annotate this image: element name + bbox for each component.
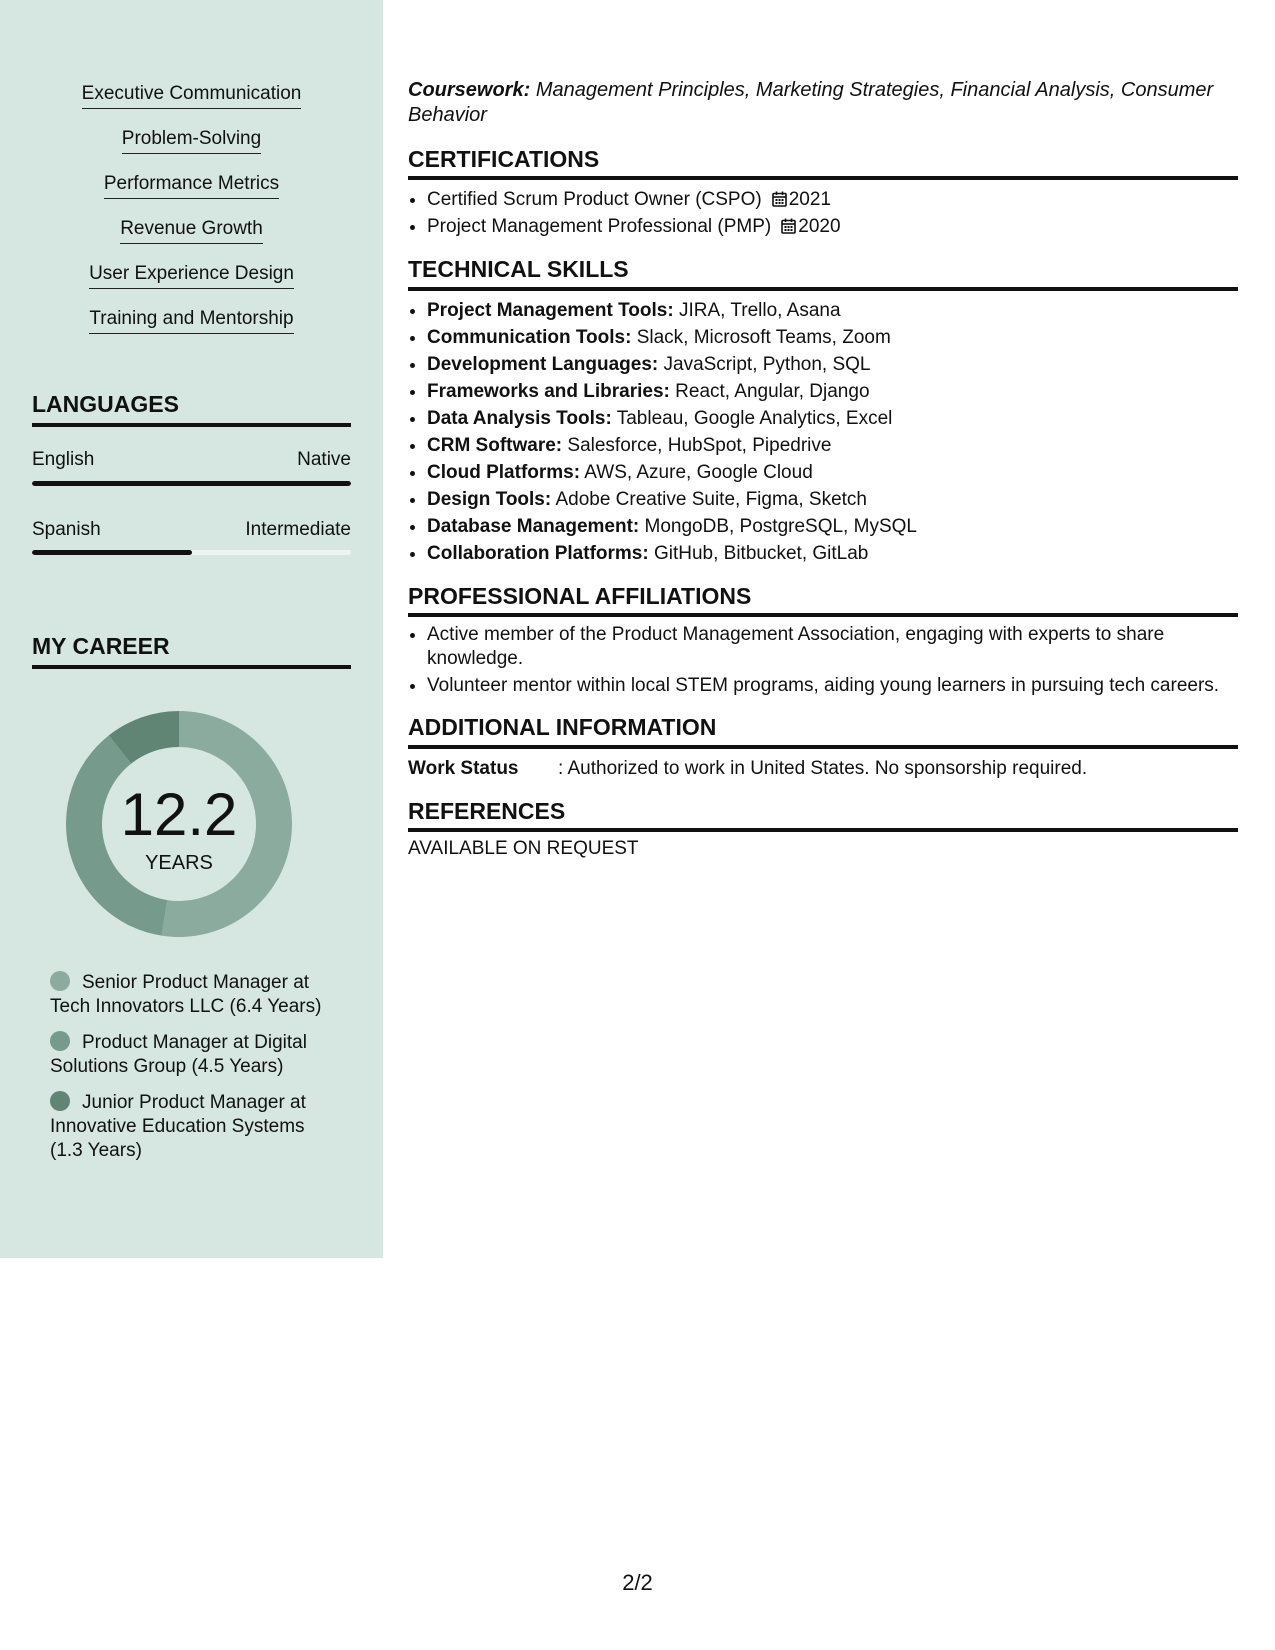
technical-skill-item <box>427 297 1238 324</box>
skill-values: React, Angular, Django <box>675 380 870 402</box>
skill-label: User Experience Design <box>89 264 294 289</box>
skill-values: JIRA, Trello, Asana <box>678 299 841 321</box>
sidebar <box>0 0 383 1258</box>
skill-category: Design Tools: <box>427 488 552 510</box>
language-bar-fill <box>32 550 192 555</box>
coursework <box>408 78 1238 128</box>
career-legend-label: Junior Product Manager at Innovative Education Systems (1.3 Years) <box>50 1092 306 1161</box>
technical-skill-item <box>427 378 1238 405</box>
skill-values: Slack, Microsoft Teams, Zoom <box>636 326 891 348</box>
certification-name: Project Management Professional (PMP) <box>427 216 772 238</box>
language-name: English <box>32 449 95 470</box>
page-number: 2/2 <box>622 1570 653 1595</box>
skill-category: Development Languages: <box>427 353 659 375</box>
skill-label: Revenue Growth <box>120 219 263 244</box>
legend-dot <box>50 1091 70 1111</box>
career-legend-item <box>50 971 340 1019</box>
language-level: Native <box>297 449 351 470</box>
skill-category: Frameworks and Libraries: <box>427 380 670 402</box>
skill-values: GitHub, Bitbucket, GitLab <box>653 542 869 564</box>
technical-skill-item <box>427 486 1238 513</box>
language-name: Spanish <box>32 519 101 540</box>
work-status-row <box>408 755 1238 782</box>
certifications-heading: CERTIFICATIONS <box>408 146 1238 180</box>
career-legend-item <box>50 1091 340 1163</box>
references-text: AVAILABLE ON REQUEST <box>408 838 639 860</box>
certification-year: 2020 <box>798 216 841 238</box>
coursework-text: Management Principles, Marketing Strategies, Financial Analysis, Consumer Behavior <box>408 79 1214 126</box>
skill-values: Adobe Creative Suite, Figma, Sketch <box>555 488 867 510</box>
skill-item <box>0 264 383 309</box>
language-bar-english <box>32 481 351 486</box>
skill-category: Collaboration Platforms: <box>427 542 649 564</box>
career-heading: MY CAREER <box>32 633 351 669</box>
skill-label: Problem-Solving <box>122 129 261 154</box>
skill-category: CRM Software: <box>427 434 563 456</box>
technical-skill-item <box>427 540 1238 567</box>
skill-label: Performance Metrics <box>104 174 279 199</box>
technical-skill-item <box>427 351 1238 378</box>
legend-dot <box>50 1031 70 1051</box>
certification-item <box>427 213 1238 240</box>
affiliation-item: • Active member of the Product Management Association, engaging with experts to share knowledge. <box>427 623 1238 671</box>
skill-category: Project Management Tools: <box>427 299 674 321</box>
skills-list <box>0 84 383 354</box>
references-heading: REFERENCES <box>408 798 1238 832</box>
career-legend-item <box>50 1031 340 1079</box>
language-bar-fill <box>32 481 351 486</box>
skill-category: Communication Tools: <box>427 326 632 348</box>
technical-skills-heading: TECHNICAL SKILLS <box>408 256 1238 290</box>
languages-heading: LANGUAGES <box>32 391 351 427</box>
skill-item <box>0 219 383 264</box>
technical-skills-list <box>408 297 1238 567</box>
skill-item <box>0 174 383 219</box>
affiliation-item: • Volunteer mentor within local STEM programs, aiding young learners in pursuing tech careers. <box>427 674 1238 698</box>
skill-label: Training and Mentorship <box>89 309 293 334</box>
career-legend-label: Product Manager at Digital Solutions Group (4.5 Years) <box>50 1032 307 1077</box>
skill-item <box>0 84 383 129</box>
additional-info-heading: ADDITIONAL INFORMATION <box>408 714 1238 748</box>
career-years-unit: YEARS <box>145 852 213 874</box>
language-row-english <box>32 449 351 471</box>
language-bar-spanish <box>32 550 351 555</box>
work-status-label: Work Status <box>408 757 519 779</box>
language-row-spanish <box>32 519 351 541</box>
skill-category: Cloud Platforms: <box>427 461 581 483</box>
main-content <box>408 78 1238 860</box>
skill-values: AWS, Azure, Google Cloud <box>584 461 813 483</box>
career-legend-label: Senior Product Manager at Tech Innovators LLC (6.4 Years) <box>50 972 322 1017</box>
certifications-list <box>408 186 1238 240</box>
technical-skill-item <box>427 324 1238 351</box>
technical-skill-item <box>427 405 1238 432</box>
career-total-years: 12.2 <box>120 781 238 848</box>
affiliations-list <box>408 623 1238 698</box>
skill-category: Database Management: <box>427 515 640 537</box>
skill-label: Executive Communication <box>82 84 302 109</box>
work-status-value: : Authorized to work in United States. No sponsorship required. <box>558 757 1088 779</box>
technical-skill-item <box>427 459 1238 486</box>
skill-values: MongoDB, PostgreSQL, MySQL <box>644 515 917 537</box>
skill-values: Salesforce, HubSpot, Pipedrive <box>567 434 832 456</box>
certification-year: 2021 <box>788 189 831 211</box>
legend-dot <box>50 971 70 991</box>
certification-item <box>427 186 1238 213</box>
certification-name: Certified Scrum Product Owner (CSPO) <box>427 189 762 211</box>
calendar-icon <box>772 191 787 207</box>
skill-item <box>0 309 383 354</box>
skill-values: Tableau, Google Analytics, Excel <box>616 407 893 429</box>
language-level: Intermediate <box>245 519 351 540</box>
career-legend <box>50 971 340 1175</box>
technical-skill-item <box>427 432 1238 459</box>
skill-item <box>0 129 383 174</box>
skill-category: Data Analysis Tools: <box>427 407 612 429</box>
coursework-label: Coursework: <box>408 79 531 101</box>
technical-skill-item <box>427 513 1238 540</box>
affiliations-heading: PROFESSIONAL AFFILIATIONS <box>408 583 1238 617</box>
career-donut <box>64 709 294 939</box>
skill-values: JavaScript, Python, SQL <box>663 353 871 375</box>
calendar-icon <box>781 218 796 234</box>
